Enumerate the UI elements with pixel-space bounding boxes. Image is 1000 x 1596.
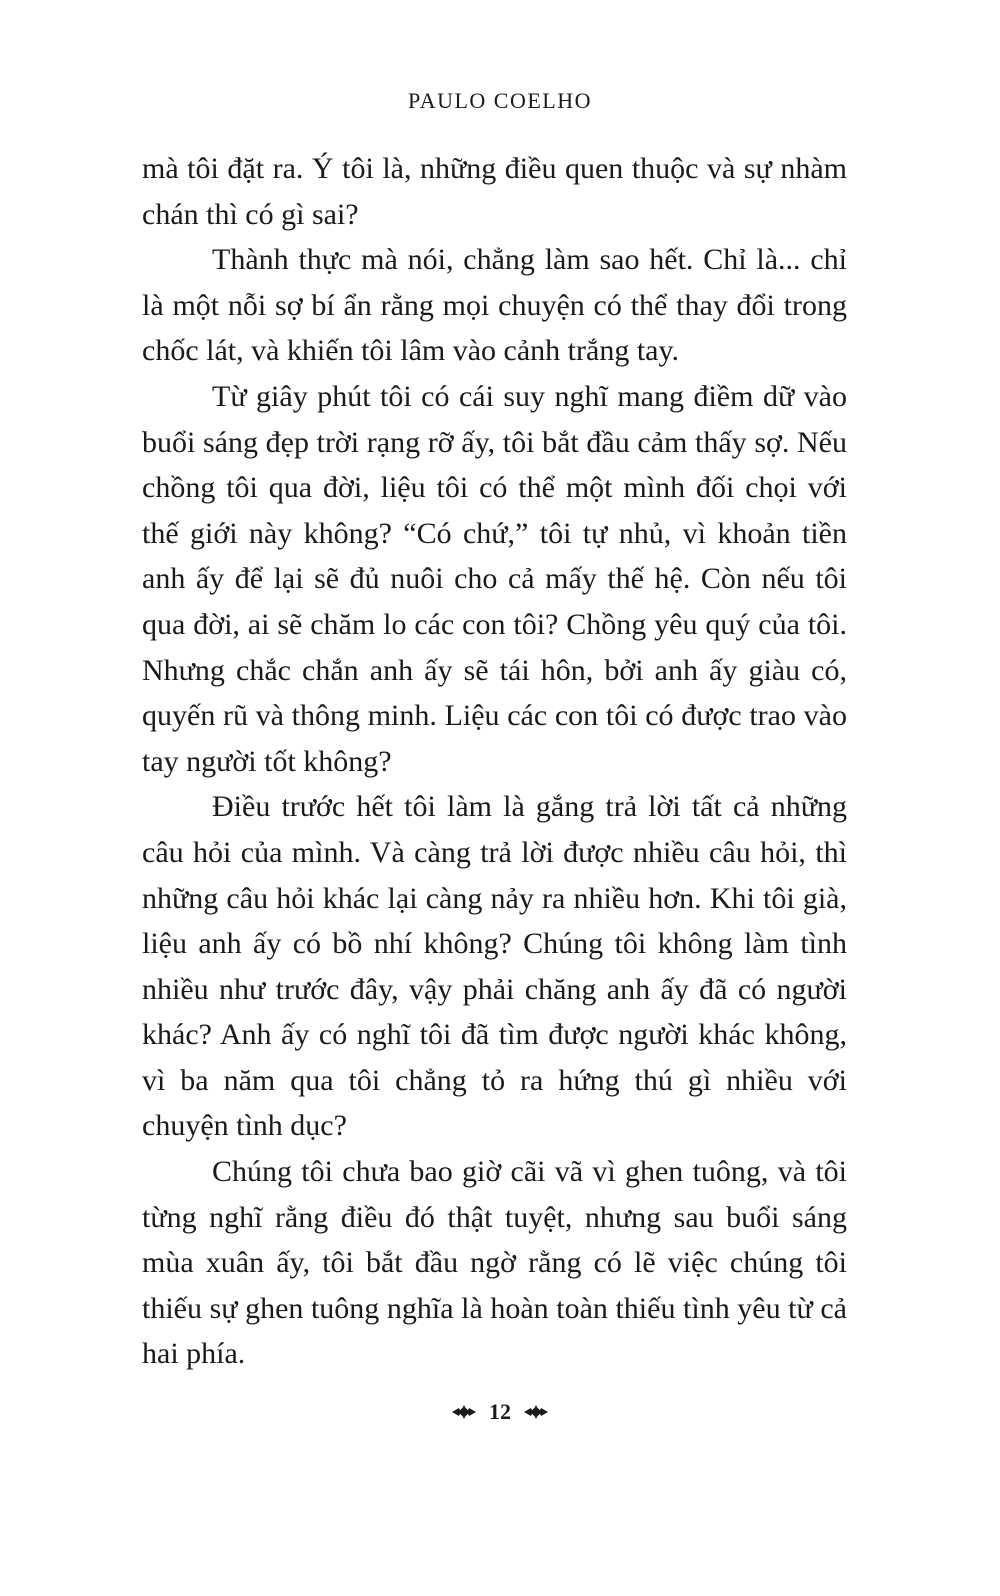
paragraph: Điều trước hết tôi làm là gắng trả lời tất cả những câu hỏi của mình. Và càng trả lời được nhiều câu hỏi, thì những câu hỏi khác lại càng nảy ra nhiều hơn. Khi tôi già, liệu anh ấy có bồ nhí không? Chúng tôi không làm tình nhiều như trước đây, vậy phải chăng anh ấy đã có người khác? Anh ấy có nghĩ tôi đã tìm được người khác không, vì ba năm qua tôi chẳng tỏ ra hứng thú gì nhiều với chuyện tình dục? xyxy=(142,790,847,1143)
author-name: PAULO COELHO xyxy=(407,88,593,113)
paragraph-continued: mà tôi đặt ra. Ý tôi là, những điều quen thuộc và sự nhàm chán thì có gì sai? xyxy=(142,152,847,231)
paragraph: Thành thực mà nói, chẳng làm sao hết. Chỉ là... chỉ là một nỗi sợ bí ẩn rằng mọi chuyện có thể thay đổi trong chốc lát, và khiến tôi lâm vào cảnh trắng tay. xyxy=(142,243,847,368)
fleuron-ornament-icon xyxy=(523,1404,549,1420)
fleuron-ornament-icon xyxy=(451,1404,477,1420)
page-number: 12 xyxy=(489,1399,511,1424)
page-body xyxy=(142,146,847,1377)
running-header xyxy=(0,86,1000,116)
page-footer xyxy=(0,1397,1000,1427)
paragraph: Chúng tôi chưa bao giờ cãi vã vì ghen tuông, và tôi từng nghĩ rằng điều đó thật tuyệt, nhưng sau buổi sáng mùa xuân ấy, tôi bắt đầu ngờ rằng có lẽ việc chúng tôi thiếu sự ghen tuông nghĩa là hoàn toàn thiếu tình yêu từ cả hai phía. xyxy=(142,1155,847,1371)
paragraph: Từ giây phút tôi có cái suy nghĩ mang điềm dữ vào buổi sáng đẹp trời rạng rỡ ấy, tôi bắt đầu cảm thấy sợ. Nếu chồng tôi qua đời, liệu tôi có thể một mình đối chọi với thế giới này không? “Có chứ,” tôi tự nhủ, vì khoản tiền anh ấy để lại sẽ đủ nuôi cho cả mấy thế hệ. Còn nếu tôi qua đời, ai sẽ chăm lo các con tôi? Chồng yêu quý của tôi. Nhưng chắc chắn anh ấy sẽ tái hôn, bởi anh ấy giàu có, quyến rũ và thông minh. Liệu các con tôi có được trao vào tay người tốt không? xyxy=(142,379,847,778)
